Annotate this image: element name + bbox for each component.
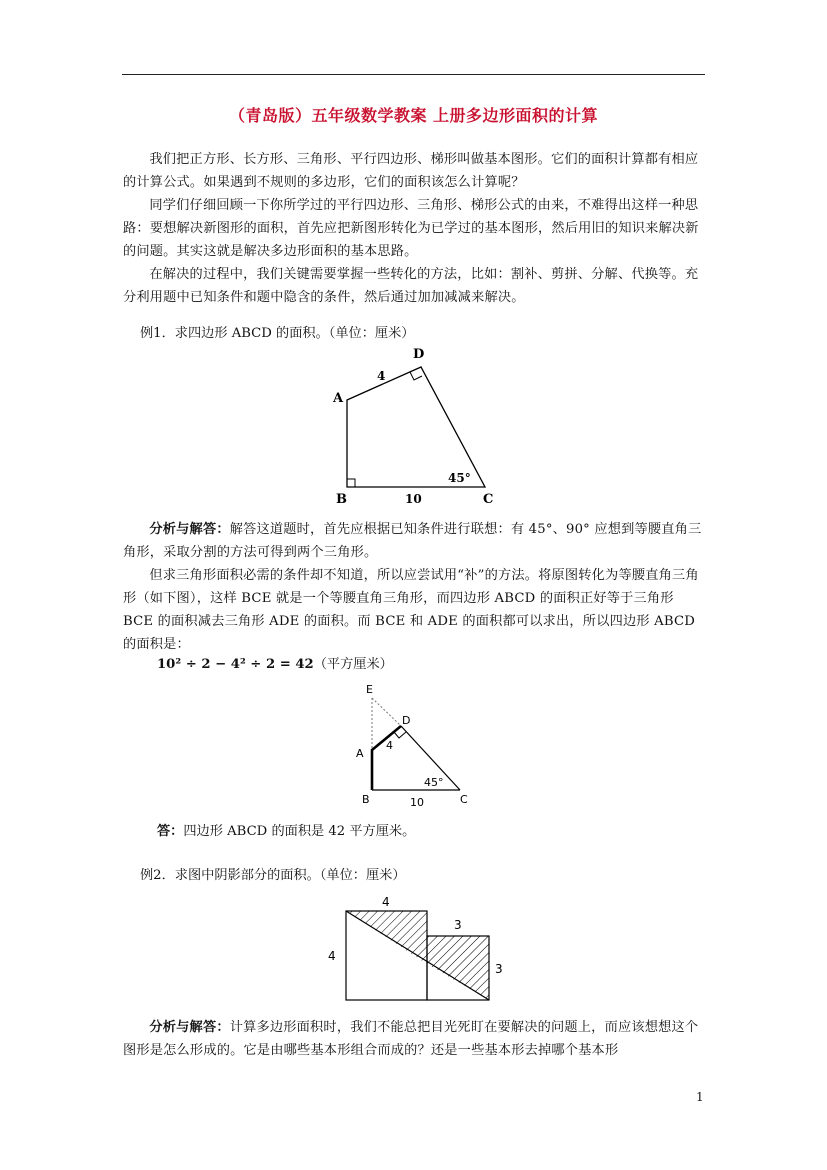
angle-c: 45° [424,776,444,789]
example2-title: 例2．求图中阴影部分的面积。（单位：厘米） [140,868,406,883]
label-a: A [333,391,344,406]
example1-title: 例1．求四边形 ABCD 的面积。（单位：厘米） [140,326,415,341]
analysis-text: 计算多边形面积时，我们不能总把目光死盯在要解决的问题上，而应该想想这个图形是怎么形成的。它是由哪些基本形组合而成的？还是一些基本形去掉哪个基本形 [123,1020,699,1058]
angle-c: 45° [448,471,471,485]
figure-triangle-bce [350,680,480,810]
example1-answer [157,820,415,839]
formula [157,653,393,672]
figure-quadrilateral-abcd [325,340,515,510]
answer-label: 答： [157,824,184,839]
page-title: （青岛版）五年级数学教案 上册多边形面积的计算 [228,106,599,125]
label-d: D [402,714,411,727]
intro-paragraph: 同学们仔细回顾一下你所学过的平行四边形、三角形、梯形公式的由来，不难得出这样一种思路：要想解决新图形的面积，首先应把新图形转化为已学过的基本图形，然后用旧的知识来解决新的问题。其实这就是解决多边形面积的基本思路。 [123,198,699,259]
example2-analysis [123,1016,703,1062]
label-small-right: 3 [495,962,503,976]
label-d: D [413,347,425,362]
analysis-text: 但求三角形面积必需的条件却不知道，所以应尝试用“补”的方法。将原图转化为等腰直角三角形（如下图），这样 BCE 就是一个等腰直角三角形，而四边形 ABCD 的面积正好等于三角形 BCE 的面积减去三角形 ADE 的面积。而 BCE 和 ADE 的面积都可以求出，所以四边形 ABCD 的面积是： [123,568,699,652]
quadrilateral-shape [347,367,485,487]
label-c: C [460,793,468,806]
length-ad: 4 [386,739,393,752]
analysis-label: 分析与解答： [149,522,230,537]
dotted-extension-de [372,698,401,726]
label-large-left: 4 [328,949,336,963]
intro-paragraph: 在解决的过程中，我们关键需要掌握一些转化的方法，比如：割补、剪拼、分解、代换等。充分利用题中已知条件和题中隐含的条件，然后通过加加减减来解决。 [123,267,699,305]
shaded-region-small [427,936,489,1000]
formula-expression: 10² ÷ 2 − 4² ÷ 2 = 42 [157,657,314,672]
analysis-text: 解答这道题时，首先应根据已知条件进行联想：有 45°、90° 应想到等腰直角三角形，采取分割的方法可得到两个三角形。 [123,522,702,560]
right-angle-mark-d [410,372,422,380]
label-small-top: 3 [454,918,462,932]
answer-text: 四边形 ABCD 的面积是 42 平方厘米。 [183,824,416,839]
length-bc: 10 [410,796,424,809]
example1-analysis [123,518,703,656]
right-angle-mark-d [394,732,406,738]
intro-paragraph: 我们把正方形、长方形、三角形、平行四边形、梯形叫做基本图形。它们的面积计算都有相应的计算公式。如果遇到不规则的多边形，它们的面积该怎么计算呢？ [123,152,699,190]
label-large-top: 4 [382,895,390,909]
label-b: B [336,492,347,507]
label-e: E [366,683,373,696]
label-b: B [362,793,370,806]
page-number: 1 [696,1090,704,1104]
formula-unit: （平方厘米） [313,657,393,672]
figure-shaded-squares [320,892,510,1002]
analysis-label: 分析与解答： [149,1020,230,1035]
length-bc: 10 [405,492,422,506]
right-angle-mark-b [347,479,355,487]
label-a: A [356,747,364,760]
length-ad: 4 [377,369,386,383]
header-rule [122,74,705,75]
label-c: C [483,492,494,507]
intro-section [123,148,703,309]
